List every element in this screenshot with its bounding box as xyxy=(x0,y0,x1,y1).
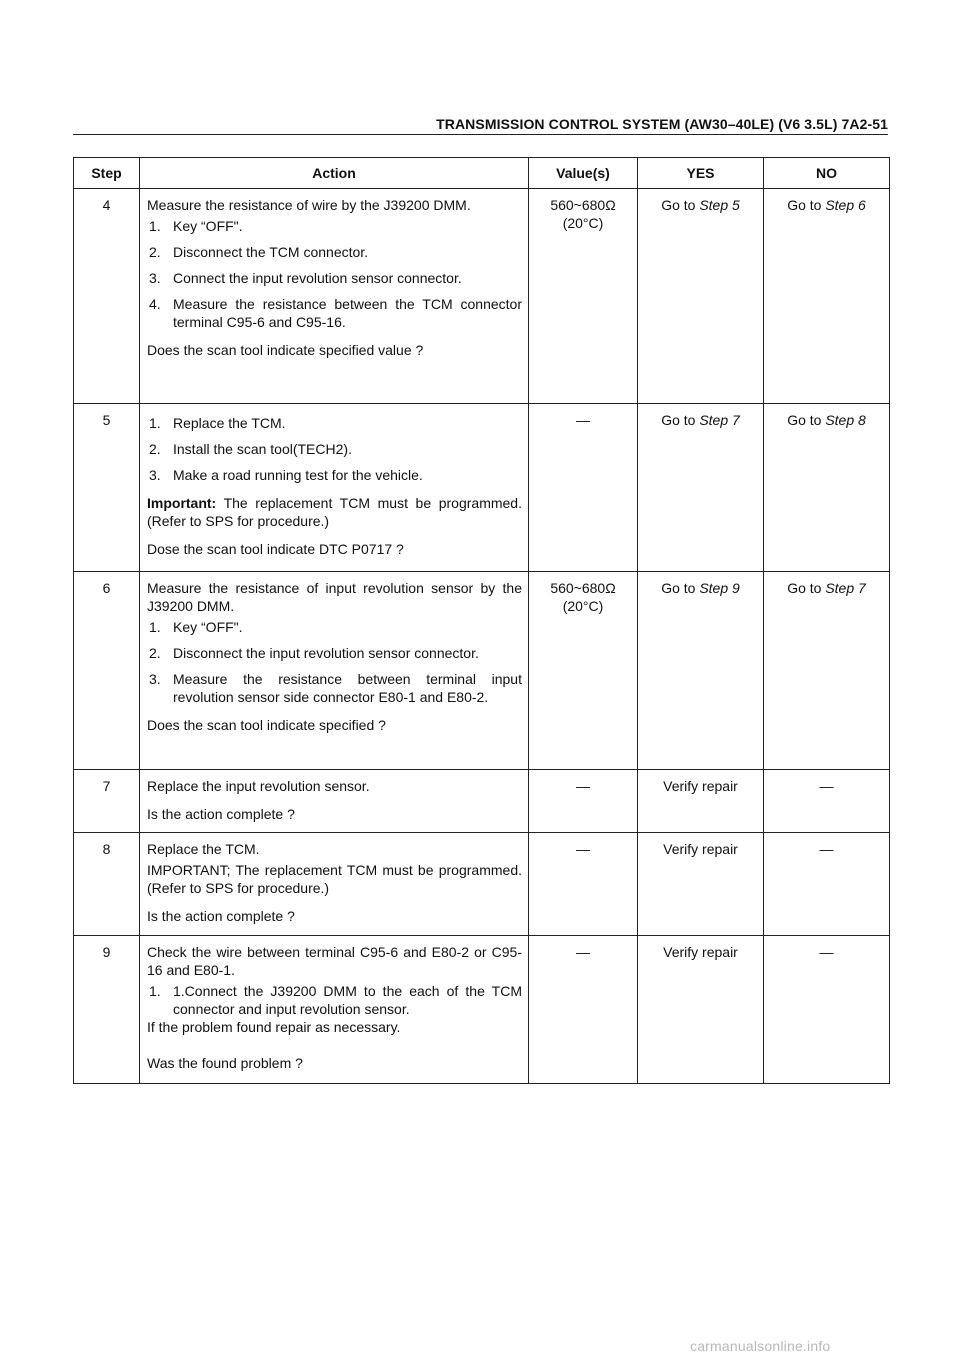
action-intro: Replace the TCM. xyxy=(147,841,260,857)
yes-step-link[interactable]: Step 9 xyxy=(699,580,740,596)
action-followup: If the problem found repair as necessary. xyxy=(147,1019,401,1035)
column-header-values: Value(s) xyxy=(529,158,638,189)
yes-cell: Verify repair xyxy=(638,833,764,936)
table-header-row xyxy=(74,158,890,189)
value-cell xyxy=(529,189,638,404)
no-step-link[interactable]: Step 6 xyxy=(825,197,866,213)
action-question: Does the scan tool indicate specified value ? xyxy=(147,342,424,358)
action-substeps xyxy=(147,982,522,1018)
value-cell: — xyxy=(529,404,638,572)
no-cell: — xyxy=(764,936,890,1084)
action-substeps xyxy=(147,217,522,331)
step-number: 9 xyxy=(74,936,140,1084)
action-question: Dose the scan tool indicate DTC P0717 ? xyxy=(147,541,404,557)
yes-cell: Go to Step 7 xyxy=(638,404,764,572)
table-row xyxy=(74,572,890,770)
yes-cell: Go to Step 9 xyxy=(638,572,764,770)
action-cell xyxy=(140,770,529,833)
list-item: 1. Key “OFF". xyxy=(149,218,243,234)
action-question: Does the scan tool indicate specified ? xyxy=(147,717,386,733)
action-substeps xyxy=(147,618,522,706)
step-number: 7 xyxy=(74,770,140,833)
diagnostic-steps-table xyxy=(73,157,890,1084)
yes-step-link[interactable]: Step 7 xyxy=(699,412,740,428)
value-range: 560~680Ω xyxy=(550,197,616,213)
no-step-link[interactable]: Step 7 xyxy=(825,580,866,596)
yes-cell: Go to Step 5 xyxy=(638,189,764,404)
action-substeps xyxy=(147,414,522,484)
column-header-action: Action xyxy=(140,158,529,189)
action-cell xyxy=(140,189,529,404)
column-header-yes: YES xyxy=(638,158,764,189)
yes-cell: Verify repair xyxy=(638,936,764,1084)
action-intro: Check the wire between terminal C95-6 and E80-2 or C95-16 and E80-1. xyxy=(147,944,522,978)
important-note: Important: The replacement TCM must be programmed. (Refer to SPS for procedure.) xyxy=(147,495,522,529)
list-item: 3. Measure the resistance between terminal input revolution sensor side connector E80-1 and E80-2. xyxy=(149,671,522,705)
list-item: 1. 1.Connect the J39200 DMM to the each of the TCM connector and input revolution sensor. xyxy=(149,983,522,1017)
value-cell xyxy=(529,572,638,770)
column-header-step: Step xyxy=(74,158,140,189)
action-cell xyxy=(140,833,529,936)
watermark-text: carmanualsonline.info xyxy=(690,1338,831,1354)
list-item: 3. Connect the input revolution sensor connector. xyxy=(149,270,462,286)
no-cell: — xyxy=(764,833,890,936)
list-item: 2. Disconnect the TCM connector. xyxy=(149,244,369,260)
no-cell: Go to Step 8 xyxy=(764,404,890,572)
no-step-link[interactable]: Step 8 xyxy=(825,412,866,428)
important-note: IMPORTANT; The replacement TCM must be programmed. (Refer to SPS for procedure.) xyxy=(147,862,522,896)
table-row xyxy=(74,770,890,833)
step-number: 8 xyxy=(74,833,140,936)
value-cell: — xyxy=(529,833,638,936)
step-number: 4 xyxy=(74,189,140,404)
no-cell: — xyxy=(764,770,890,833)
no-cell: Go to Step 6 xyxy=(764,189,890,404)
no-cell: Go to Step 7 xyxy=(764,572,890,770)
step-number: 5 xyxy=(74,404,140,572)
value-cell: — xyxy=(529,936,638,1084)
value-temperature: (20°C) xyxy=(562,215,604,231)
value-range: 560~680Ω xyxy=(550,580,616,596)
action-cell xyxy=(140,936,529,1084)
action-question: Is the action complete ? xyxy=(147,806,295,822)
value-temperature: (20°C) xyxy=(562,598,604,614)
table-row xyxy=(74,833,890,936)
table-row xyxy=(74,936,890,1084)
action-cell xyxy=(140,404,529,572)
list-item: 3. Make a road running test for the vehicle. xyxy=(149,467,423,483)
column-header-no: NO xyxy=(764,158,890,189)
header-divider xyxy=(73,134,888,135)
page-header-title: TRANSMISSION CONTROL SYSTEM (AW30–40LE) (V6 3.5L) 7A2-51 xyxy=(436,116,888,132)
list-item: 1. Key “OFF". xyxy=(149,619,243,635)
action-intro: Measure the resistance of wire by the J39200 DMM. xyxy=(147,197,471,213)
action-intro: Replace the input revolution sensor. xyxy=(147,778,370,794)
action-cell xyxy=(140,572,529,770)
action-intro: Measure the resistance of input revolution sensor by the J39200 DMM. xyxy=(147,580,522,614)
table-row xyxy=(74,189,890,404)
yes-step-link[interactable]: Step 5 xyxy=(699,197,740,213)
action-question: Is the action complete ? xyxy=(147,908,295,924)
list-item: 2. Disconnect the input revolution sensor connector. xyxy=(149,645,479,661)
table-row xyxy=(74,404,890,572)
yes-cell: Verify repair xyxy=(638,770,764,833)
action-question: Was the found problem ? xyxy=(147,1055,303,1071)
value-cell: — xyxy=(529,770,638,833)
step-number: 6 xyxy=(74,572,140,770)
list-item: 1. Replace the TCM. xyxy=(149,415,286,431)
list-item: 4. Measure the resistance between the TCM connector terminal C95-6 and C95-16. xyxy=(149,296,522,330)
list-item: 2. Install the scan tool(TECH2). xyxy=(149,441,352,457)
